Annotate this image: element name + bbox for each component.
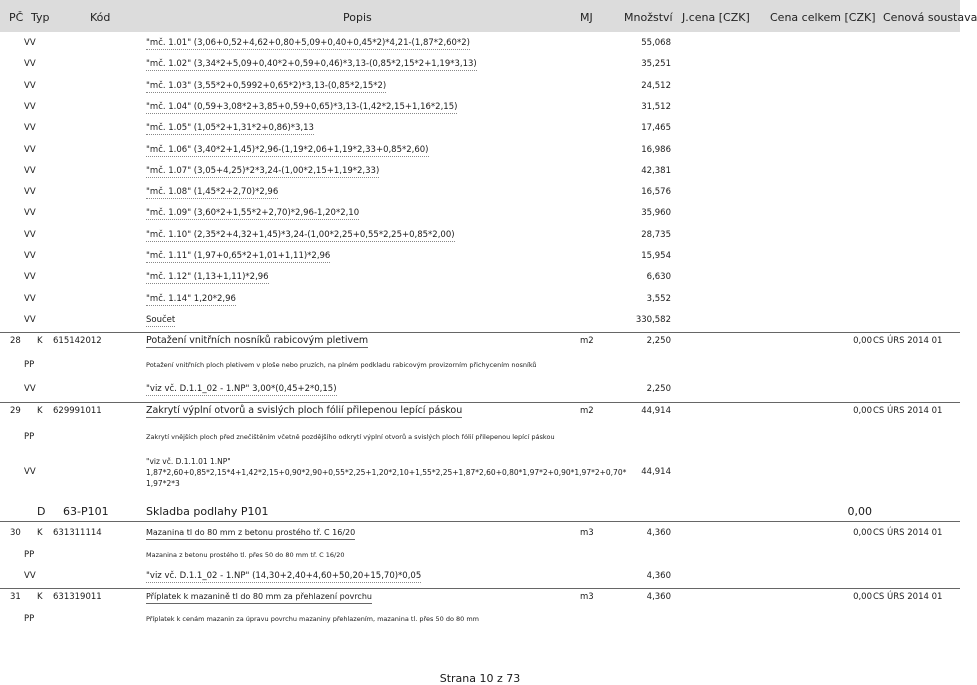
vv-typ: VV bbox=[24, 80, 36, 91]
section-popis: Skladba podlahy P101 bbox=[146, 505, 269, 518]
item-pc: 31 bbox=[10, 592, 21, 602]
section-typ: D bbox=[37, 505, 46, 518]
section-kod: 63-P101 bbox=[63, 505, 109, 518]
pp-text: Příplatek k cenám mazanin za úpravu povrchu mazaniny přehlazením, mazanina tl. přes 50 do 80 mm bbox=[146, 615, 479, 623]
item-qty: 44,914 bbox=[641, 406, 671, 416]
vv-desc: Součet bbox=[146, 314, 176, 325]
item-qty: 4,360 bbox=[646, 528, 671, 538]
vv-desc: "mč. 1.09" (3,60*2+1,55*2+2,70)*2,96-1,20*2,10 bbox=[146, 208, 360, 219]
vv-desc: "mč. 1.02" (3,34*2+5,09+0,40*2+0,59+0,46)*3,13-(0,85*2,15*2+1,19*3,13) bbox=[146, 59, 477, 70]
vv-qty: 2,250 bbox=[646, 384, 671, 394]
table-header bbox=[0, 0, 977, 32]
header-soustava: Cenová soustava bbox=[883, 11, 977, 24]
vv-qty: 35,251 bbox=[641, 59, 671, 70]
section-cena: 0,00 bbox=[847, 505, 872, 518]
vv-desc: "mč. 1.01" (3,06+0,52+4,62+0,80+5,09+0,40+0,45*2)*4,21-(1,87*2,60*2) bbox=[146, 38, 470, 48]
vv-typ: VV bbox=[24, 59, 36, 70]
vv-typ: VV bbox=[24, 165, 36, 176]
item-kod: 631311114 bbox=[53, 528, 102, 538]
vv-qty: 28,735 bbox=[641, 229, 671, 240]
item-soustava: CS ÚRS 2014 01 bbox=[873, 592, 943, 602]
item-mj: m2 bbox=[580, 406, 594, 416]
item-mj: m3 bbox=[580, 592, 594, 602]
item-popis: Potažení vnitřních nosníků rabicovým pletivem bbox=[146, 335, 369, 346]
item-qty: 2,250 bbox=[646, 336, 671, 346]
vv-typ: VV bbox=[24, 38, 36, 48]
item-soustava: CS ÚRS 2014 01 bbox=[873, 528, 943, 538]
pp-text: Zakrytí vnějších ploch před znečištěním včetně pozdějšího odkrytí výplní otvorů a svislých ploch fólií přilepenou lepící páskou bbox=[146, 433, 555, 441]
vv-qty: 4,360 bbox=[646, 571, 671, 581]
vv-qty: 330,582 bbox=[635, 314, 671, 325]
vv-desc: "mč. 1.06" (3,40*2+1,45)*2,96-(1,19*2,06+1,19*2,33+0,85*2,60) bbox=[146, 144, 429, 155]
vv-typ: VV bbox=[24, 293, 36, 304]
pp-typ: PP bbox=[24, 550, 35, 560]
vv-desc: "mč. 1.07" (3,05+4,25)*2*3,24-(1,00*2,15+1,19*2,33) bbox=[146, 165, 380, 176]
header-celkem: Cena celkem [CZK] bbox=[770, 11, 876, 24]
item-pc: 28 bbox=[10, 336, 21, 346]
item-total: 0,00 bbox=[853, 528, 872, 538]
vv-qty: 35,960 bbox=[641, 208, 671, 219]
item-popis: Příplatek k mazanině tl do 80 mm za přehlazení povrchu bbox=[146, 591, 372, 604]
vv-desc: "mč. 1.12" (1,13+1,11)*2,96 bbox=[146, 272, 269, 283]
vv-desc: "mč. 1.11" (1,97+0,65*2+1,01+1,11)*2,96 bbox=[146, 251, 331, 261]
item-pc: 30 bbox=[10, 528, 21, 538]
vv-qty: 44,914 bbox=[641, 467, 671, 477]
pp-typ: PP bbox=[24, 360, 35, 370]
item-typ: K bbox=[37, 528, 43, 538]
vv-desc: "viz vč. D.1.1_02 - 1.NP" 3,00*(0,45+2*0,15) bbox=[146, 384, 337, 394]
vv-desc: "mč. 1.04" (0,59+3,08*2+3,85+0,59+0,65)*3,13-(1,42*2,15+1,16*2,15) bbox=[146, 101, 458, 112]
header-popis: Popis bbox=[343, 11, 372, 24]
vv-typ: VV bbox=[24, 467, 36, 477]
header-kod: Kód bbox=[90, 11, 111, 24]
item-kod: 615142012 bbox=[53, 336, 102, 346]
vv-desc: "viz vč. D.1.1.01 1.NP" 1,87*2,60+0,85*2,15*4+1,42*2,15+0,90*2,90+0,55*2,25+1,20*2,10+1,55*2,25+1,87*2,60+0,80*1,97*2+0,90*1,97*2+0,70* 1,97*2*3 bbox=[146, 457, 627, 488]
pp-text: Potažení vnitřních ploch pletivem v ploše nebo pruzích, na plném podkladu rabicovým provizorním přichycením nosníků bbox=[146, 361, 537, 369]
vv-qty: 6,630 bbox=[646, 272, 671, 283]
vv-qty: 16,576 bbox=[641, 187, 671, 198]
vv-desc: "mč. 1.10" (2,35*2+4,32+1,45)*3,24-(1,00*2,25+0,55*2,25+0,85*2,00) bbox=[146, 229, 455, 240]
item-separator bbox=[0, 332, 960, 333]
vv-typ: VV bbox=[24, 208, 36, 219]
header-pc: PČ bbox=[9, 11, 24, 24]
item-kod: 631319011 bbox=[53, 592, 102, 602]
vv-desc: "mč. 1.14" 1,20*2,96 bbox=[146, 293, 236, 304]
vv-qty: 42,381 bbox=[641, 165, 671, 176]
item-pc: 29 bbox=[10, 406, 21, 416]
vv-qty: 15,954 bbox=[641, 251, 671, 261]
vv-typ: VV bbox=[24, 314, 36, 325]
item-mj: m2 bbox=[580, 336, 594, 346]
vv-qty: 31,512 bbox=[641, 101, 671, 112]
item-popis: Mazanina tl do 80 mm z betonu prostého tř. C 16/20 bbox=[146, 527, 355, 540]
section-separator bbox=[0, 521, 960, 522]
item-typ: K bbox=[37, 406, 43, 416]
item-total: 0,00 bbox=[853, 336, 872, 346]
vv-typ: VV bbox=[24, 384, 36, 394]
vv-qty: 3,552 bbox=[646, 293, 671, 304]
header-mnozstvi: Množství bbox=[624, 11, 673, 24]
vv-typ: VV bbox=[24, 272, 36, 283]
header-jcena: J.cena [CZK] bbox=[682, 11, 750, 24]
pp-text: Mazanina z betonu prostého tl. přes 50 do 80 mm tř. C 16/20 bbox=[146, 551, 345, 559]
item-typ: K bbox=[37, 592, 43, 602]
vv-typ: VV bbox=[24, 229, 36, 240]
item-kod: 629991011 bbox=[53, 406, 102, 416]
pp-typ: PP bbox=[24, 432, 35, 442]
vv-qty: 24,512 bbox=[641, 80, 671, 91]
item-soustava: CS ÚRS 2014 01 bbox=[873, 336, 943, 346]
item-total: 0,00 bbox=[853, 592, 872, 602]
header-mj: MJ bbox=[580, 11, 593, 24]
vv-desc: "viz vč. D.1.1_02 - 1.NP" (14,30+2,40+4,60+50,20+15,70)*0,05 bbox=[146, 571, 422, 581]
item-separator bbox=[0, 402, 960, 403]
item-soustava: CS ÚRS 2014 01 bbox=[873, 406, 943, 416]
vv-qty: 55,068 bbox=[641, 38, 671, 48]
page-number: Strana 10 z 73 bbox=[439, 672, 521, 685]
item-qty: 4,360 bbox=[646, 592, 671, 602]
vv-typ: VV bbox=[24, 144, 36, 155]
vv-qty: 16,986 bbox=[641, 144, 671, 155]
vv-typ: VV bbox=[24, 101, 36, 112]
header-typ: Typ bbox=[31, 11, 50, 24]
item-total: 0,00 bbox=[853, 406, 872, 416]
vv-typ: VV bbox=[24, 571, 36, 581]
item-mj: m3 bbox=[580, 528, 594, 538]
pp-typ: PP bbox=[24, 614, 35, 624]
item-separator bbox=[0, 588, 960, 589]
vv-desc: "mč. 1.05" (1,05*2+1,31*2+0,86)*3,13 bbox=[146, 123, 314, 134]
vv-typ: VV bbox=[24, 187, 36, 198]
vv-desc: "mč. 1.03" (3,55*2+0,5992+0,65*2)*3,13-(0,85*2,15*2) bbox=[146, 80, 387, 91]
vv-typ: VV bbox=[24, 123, 36, 134]
item-popis: Zakrytí výplní otvorů a svislých ploch fólií přilepenou lepící páskou bbox=[146, 405, 463, 416]
vv-qty: 17,465 bbox=[641, 123, 671, 134]
item-typ: K bbox=[37, 336, 43, 346]
vv-typ: VV bbox=[24, 251, 36, 261]
vv-desc: "mč. 1.08" (1,45*2+2,70)*2,96 bbox=[146, 187, 279, 198]
